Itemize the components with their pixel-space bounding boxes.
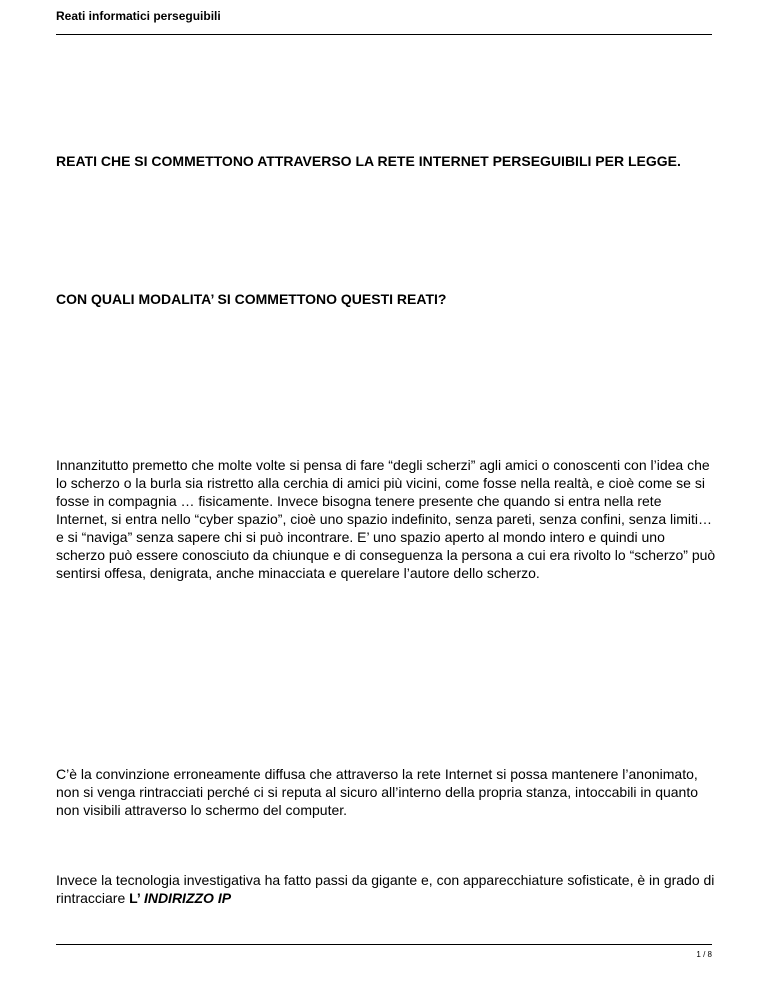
ip-address-emphasis: INDIRIZZO IP bbox=[143, 890, 232, 906]
section-heading-modalita: CON QUALI MODALITA’ SI COMMETTONO QUESTI REATI? bbox=[56, 291, 447, 307]
footer-divider bbox=[56, 944, 712, 945]
paragraph-premessa: Innanzitutto premetto che molte volte si pensa di fare “degli scherzi” agli amici o conoscenti con l’idea che lo scherzo o la burla sia ristretto alla cerchia di amici più vicini, come fosse nella realtà, e cioè come se si fosse in compagnia … fisicamente. Invece bisogna tenere presente che quando si entra nella rete Internet, si entra nello “cyber spazio”, cioè uno spazio indefinito, senza pareti, senza confini, senza limiti… e si “naviga” senza sapere chi si può incontrare. E’ uno spazio aperto al mondo intero e quindi uno scherzo può essere conosciuto da chiunque e di conseguenza la persona a cui era rivolto lo “scherzo” può sentirsi offesa, denigrata, anche minacciata e querelare l’autore dello scherzo. bbox=[56, 457, 716, 581]
page-number: 1 / 8 bbox=[696, 950, 712, 959]
paragraph-anonimato: C’è la convinzione erroneamente diffusa che attraverso la rete Internet si possa mantenere l’anonimato, non si venga rintracciati perché ci si reputa al sicuro all’interno della propria stanza, intoccabili in quanto non visibili attraverso lo schermo del computer. bbox=[56, 766, 699, 818]
ip-label-prefix: L’ bbox=[129, 890, 144, 906]
running-header-title: Reati informatici perseguibili bbox=[56, 9, 221, 23]
section-heading-reati: REATI CHE SI COMMETTONO ATTRAVERSO LA RETE INTERNET PERSEGUIBILI PER LEGGE. bbox=[56, 153, 681, 169]
paragraph-tecnologia-text: Invece la tecnologia investigativa ha fatto passi da gigante e, con apparecchiature sofisticate, è in grado di rintracciare bbox=[56, 872, 715, 906]
paragraph-tecnologia bbox=[56, 871, 716, 907]
header-divider bbox=[56, 34, 712, 35]
